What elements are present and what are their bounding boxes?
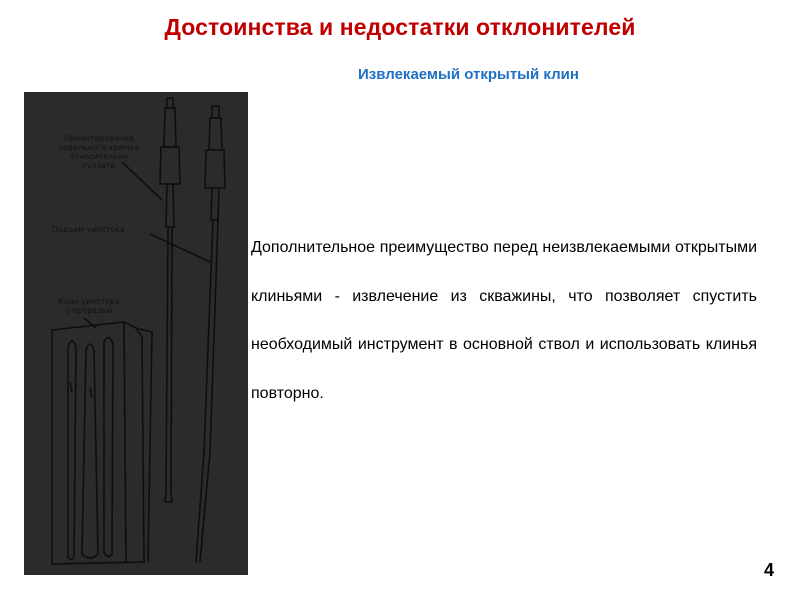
whipstock-figure xyxy=(24,92,248,575)
left-tool-coupling xyxy=(160,147,180,184)
whipstock-slot-center xyxy=(82,344,98,558)
left-tool-rod xyxy=(166,227,172,492)
slide-title: Достоинства и недостатки отклонителей xyxy=(164,14,636,40)
label-orientation: Ориентирование ловильного крючка относительно гулзати xyxy=(58,134,140,170)
right-tool-rod xyxy=(196,220,218,562)
slide-subtitle: Извлекаемый открытый клин xyxy=(358,66,579,83)
whipstock-slot-right xyxy=(104,337,113,556)
body-paragraph: Дополнительное преимущество перед неизвлекаемыми открытыми клиньями - извлечение из скважины, что позволяет спустить необходимый инструмент в основной ствол и использовать клинья повторно. xyxy=(251,239,757,402)
left-tool-upper-body xyxy=(164,108,176,147)
page-number: 4 xyxy=(764,560,775,580)
leader-line-lift xyxy=(150,234,210,262)
whipstock-slot-mark xyxy=(70,382,92,398)
whipstock-back-edge xyxy=(124,322,126,562)
left-tool-top-tip xyxy=(167,98,173,108)
right-tool-shank xyxy=(211,188,219,220)
right-tool-top-tip xyxy=(212,106,219,118)
label-lift: Подъем уипстока xyxy=(52,225,125,234)
left-tool-hook xyxy=(165,492,172,502)
right-tool-upper-body xyxy=(209,118,222,150)
left-tool-shank xyxy=(166,184,174,227)
label-whipstock: Клин уипстока с прорезью xyxy=(58,297,120,315)
right-tool-coupling xyxy=(205,150,225,188)
whipstock-slot-left xyxy=(68,341,76,560)
